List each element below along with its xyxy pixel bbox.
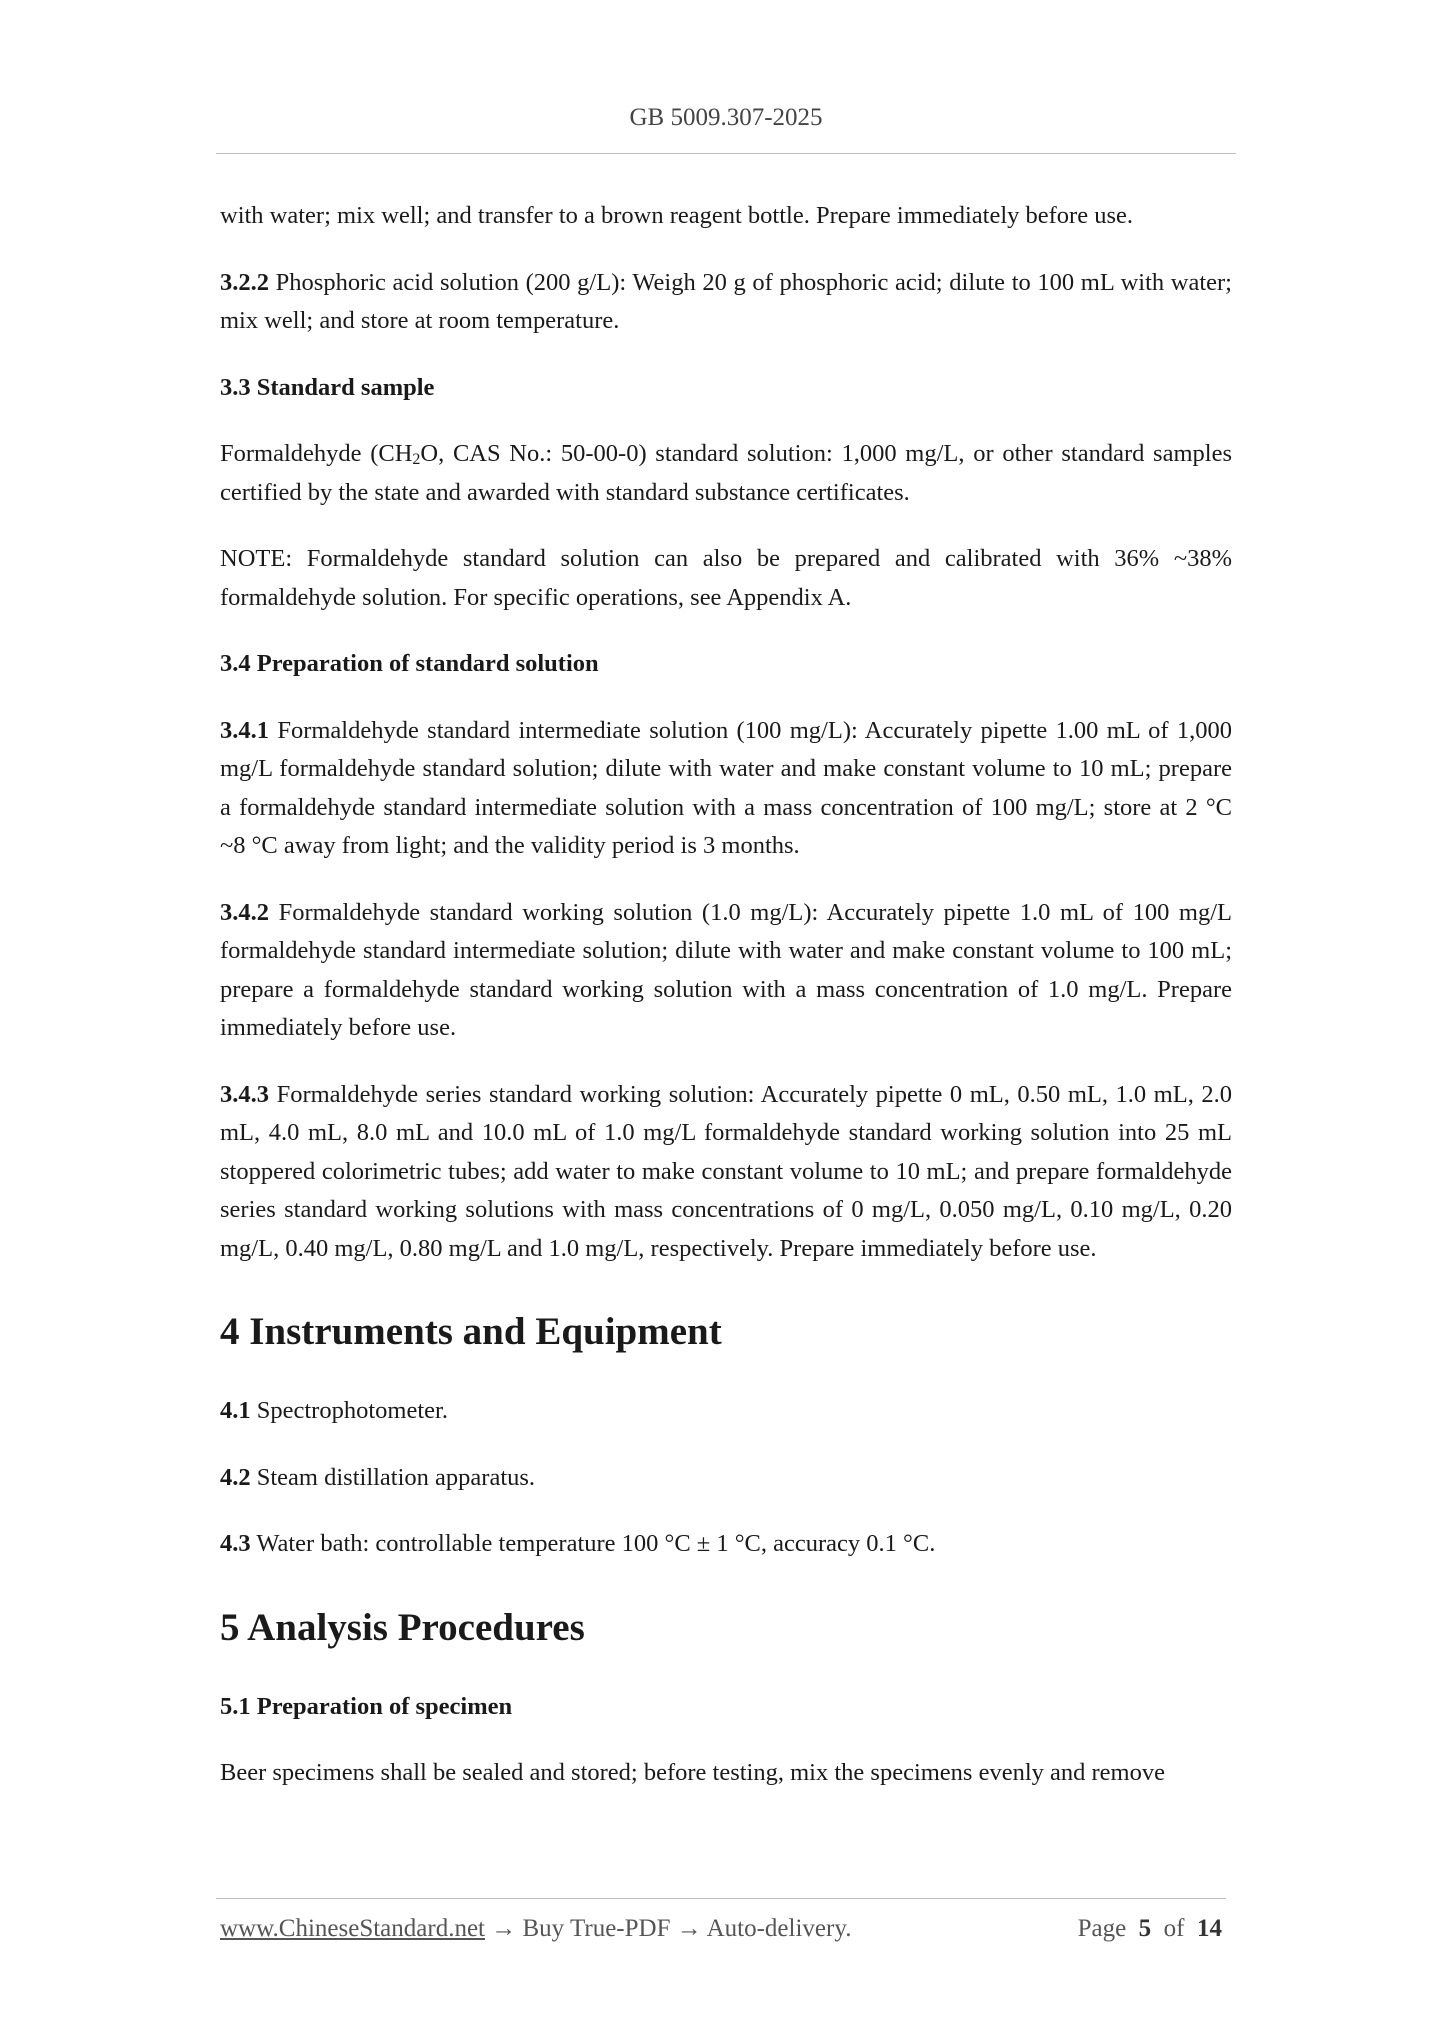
- std-subscript: 2: [412, 451, 421, 468]
- clause-number: 3.2.2: [220, 268, 269, 296]
- clause-number: 4.2: [220, 1463, 251, 1491]
- clause-text: Spectrophotometer.: [256, 1397, 448, 1424]
- page-word: Page: [1077, 1915, 1127, 1942]
- std-text-b: O, CAS No.: 50-00-0) standard solution: 1,000 mg/L, or other standard samples certified by the state and awarded with standard substance certificates.: [220, 440, 1232, 506]
- clause-text: Formaldehyde series standard working solution: Accurately pipette 0 mL, 0.50 mL, 1.0 mL, 2.0 mL, 4.0 mL, 8.0 mL and 10.0 mL of 1.0 mg/L formaldehyde standard working solution into 25 mL stoppered colorimetric tubes; add water to make constant volume to 10 mL; and prepare formaldehyde series standard working solutions with mass concentrations of 0 mg/L, 0.050 mg/L, 0.10 mg/L, 0.20 mg/L, 0.40 mg/L, 0.80 mg/L and 1.0 mg/L, respectively. Prepare immediately before use.: [220, 1080, 1233, 1262]
- clause-text: Formaldehyde standard working solution (1.0 mg/L): Accurately pipette 1.0 mL of 100 mg/L formaldehyde standard intermediate solution; dilute with water and make constant volume to 100 mL; prepare a formaldehyde standard working solution with a mass concentration of 1.0 mg/L. Prepare immediately before use.: [220, 898, 1233, 1041]
- page-footer: [220, 1915, 1232, 1943]
- clause-text: Phosphoric acid solution (200 g/L): Weigh 20 g of phosphoric acid; dilute to 100 mL with water; mix well; and store at room temperature.: [220, 268, 1232, 334]
- paragraph-continuation: with water; mix well; and transfer to a brown reagent bottle. Prepare immediately before use.: [220, 202, 1133, 229]
- heading-3-3: 3.3 Standard sample: [220, 373, 435, 401]
- clause-number: 4.3: [220, 1530, 251, 1557]
- clause-text: Formaldehyde standard intermediate solution (100 mg/L): Accurately pipette 1.00 mL of 1,000 mg/L formaldehyde standard solution; dilute with water and make constant volume to 10 mL; prepare a formaldehyde standard intermediate solution with a mass concentration of 100 mg/L; store at 2 °C ~8 °C away from light; and the validity period is 3 months.: [220, 716, 1233, 859]
- clause-number: 3.4.3: [220, 1080, 269, 1108]
- header-divider: [216, 153, 1236, 154]
- page-header-doc-id: GB 5009.307-2025: [629, 104, 823, 131]
- clause-number: 4.1: [220, 1397, 251, 1424]
- of-word: of: [1163, 1915, 1185, 1942]
- page-total: 14: [1197, 1915, 1222, 1942]
- heading-section-4: 4 Instruments and Equipment: [220, 1310, 722, 1353]
- heading-section-5: 5 Analysis Procedures: [220, 1605, 585, 1649]
- clause-4-2: [220, 1459, 1232, 1498]
- document-body: [220, 197, 1232, 1821]
- website-link[interactable]: www.ChineseStandard.net: [220, 1915, 485, 1942]
- paragraph-5-1: Beer specimens shall be sealed and stored; before testing, mix the specimens evenly and remove: [220, 1759, 1165, 1786]
- clause-4-1: [220, 1392, 1232, 1431]
- clause-3-4-3: [220, 1076, 1232, 1269]
- page-number: 5: [1138, 1915, 1152, 1942]
- clause-3-4-2: [220, 894, 1232, 1048]
- heading-5-1: 5.1 Preparation of specimen: [220, 1692, 513, 1720]
- footer-divider: [216, 1898, 1226, 1899]
- page-counter: [1078, 1915, 1222, 1943]
- heading-3-4: 3.4 Preparation of standard solution: [220, 650, 599, 677]
- footer-promo: → Buy True-PDF → Auto-delivery.: [485, 1915, 852, 1942]
- clause-text: Water bath: controllable temperature 100 °C ± 1 °C, accuracy 0.1 °C.: [256, 1530, 936, 1557]
- standard-sample-paragraph: [220, 435, 1232, 512]
- clause-3-2-2: [220, 264, 1232, 341]
- clause-number: 3.4.2: [220, 898, 269, 926]
- clause-4-3: [220, 1525, 1232, 1564]
- note-paragraph: NOTE: Formaldehyde standard solution can also be prepared and calibrated with 36% ~38% formaldehyde solution. For specific operations, see Appendix A.: [220, 545, 1232, 611]
- clause-text: Steam distillation apparatus.: [256, 1463, 536, 1491]
- clause-3-4-1: [220, 712, 1232, 866]
- std-text-a: Formaldehyde (CH: [220, 440, 413, 467]
- clause-number: 3.4.1: [220, 716, 269, 744]
